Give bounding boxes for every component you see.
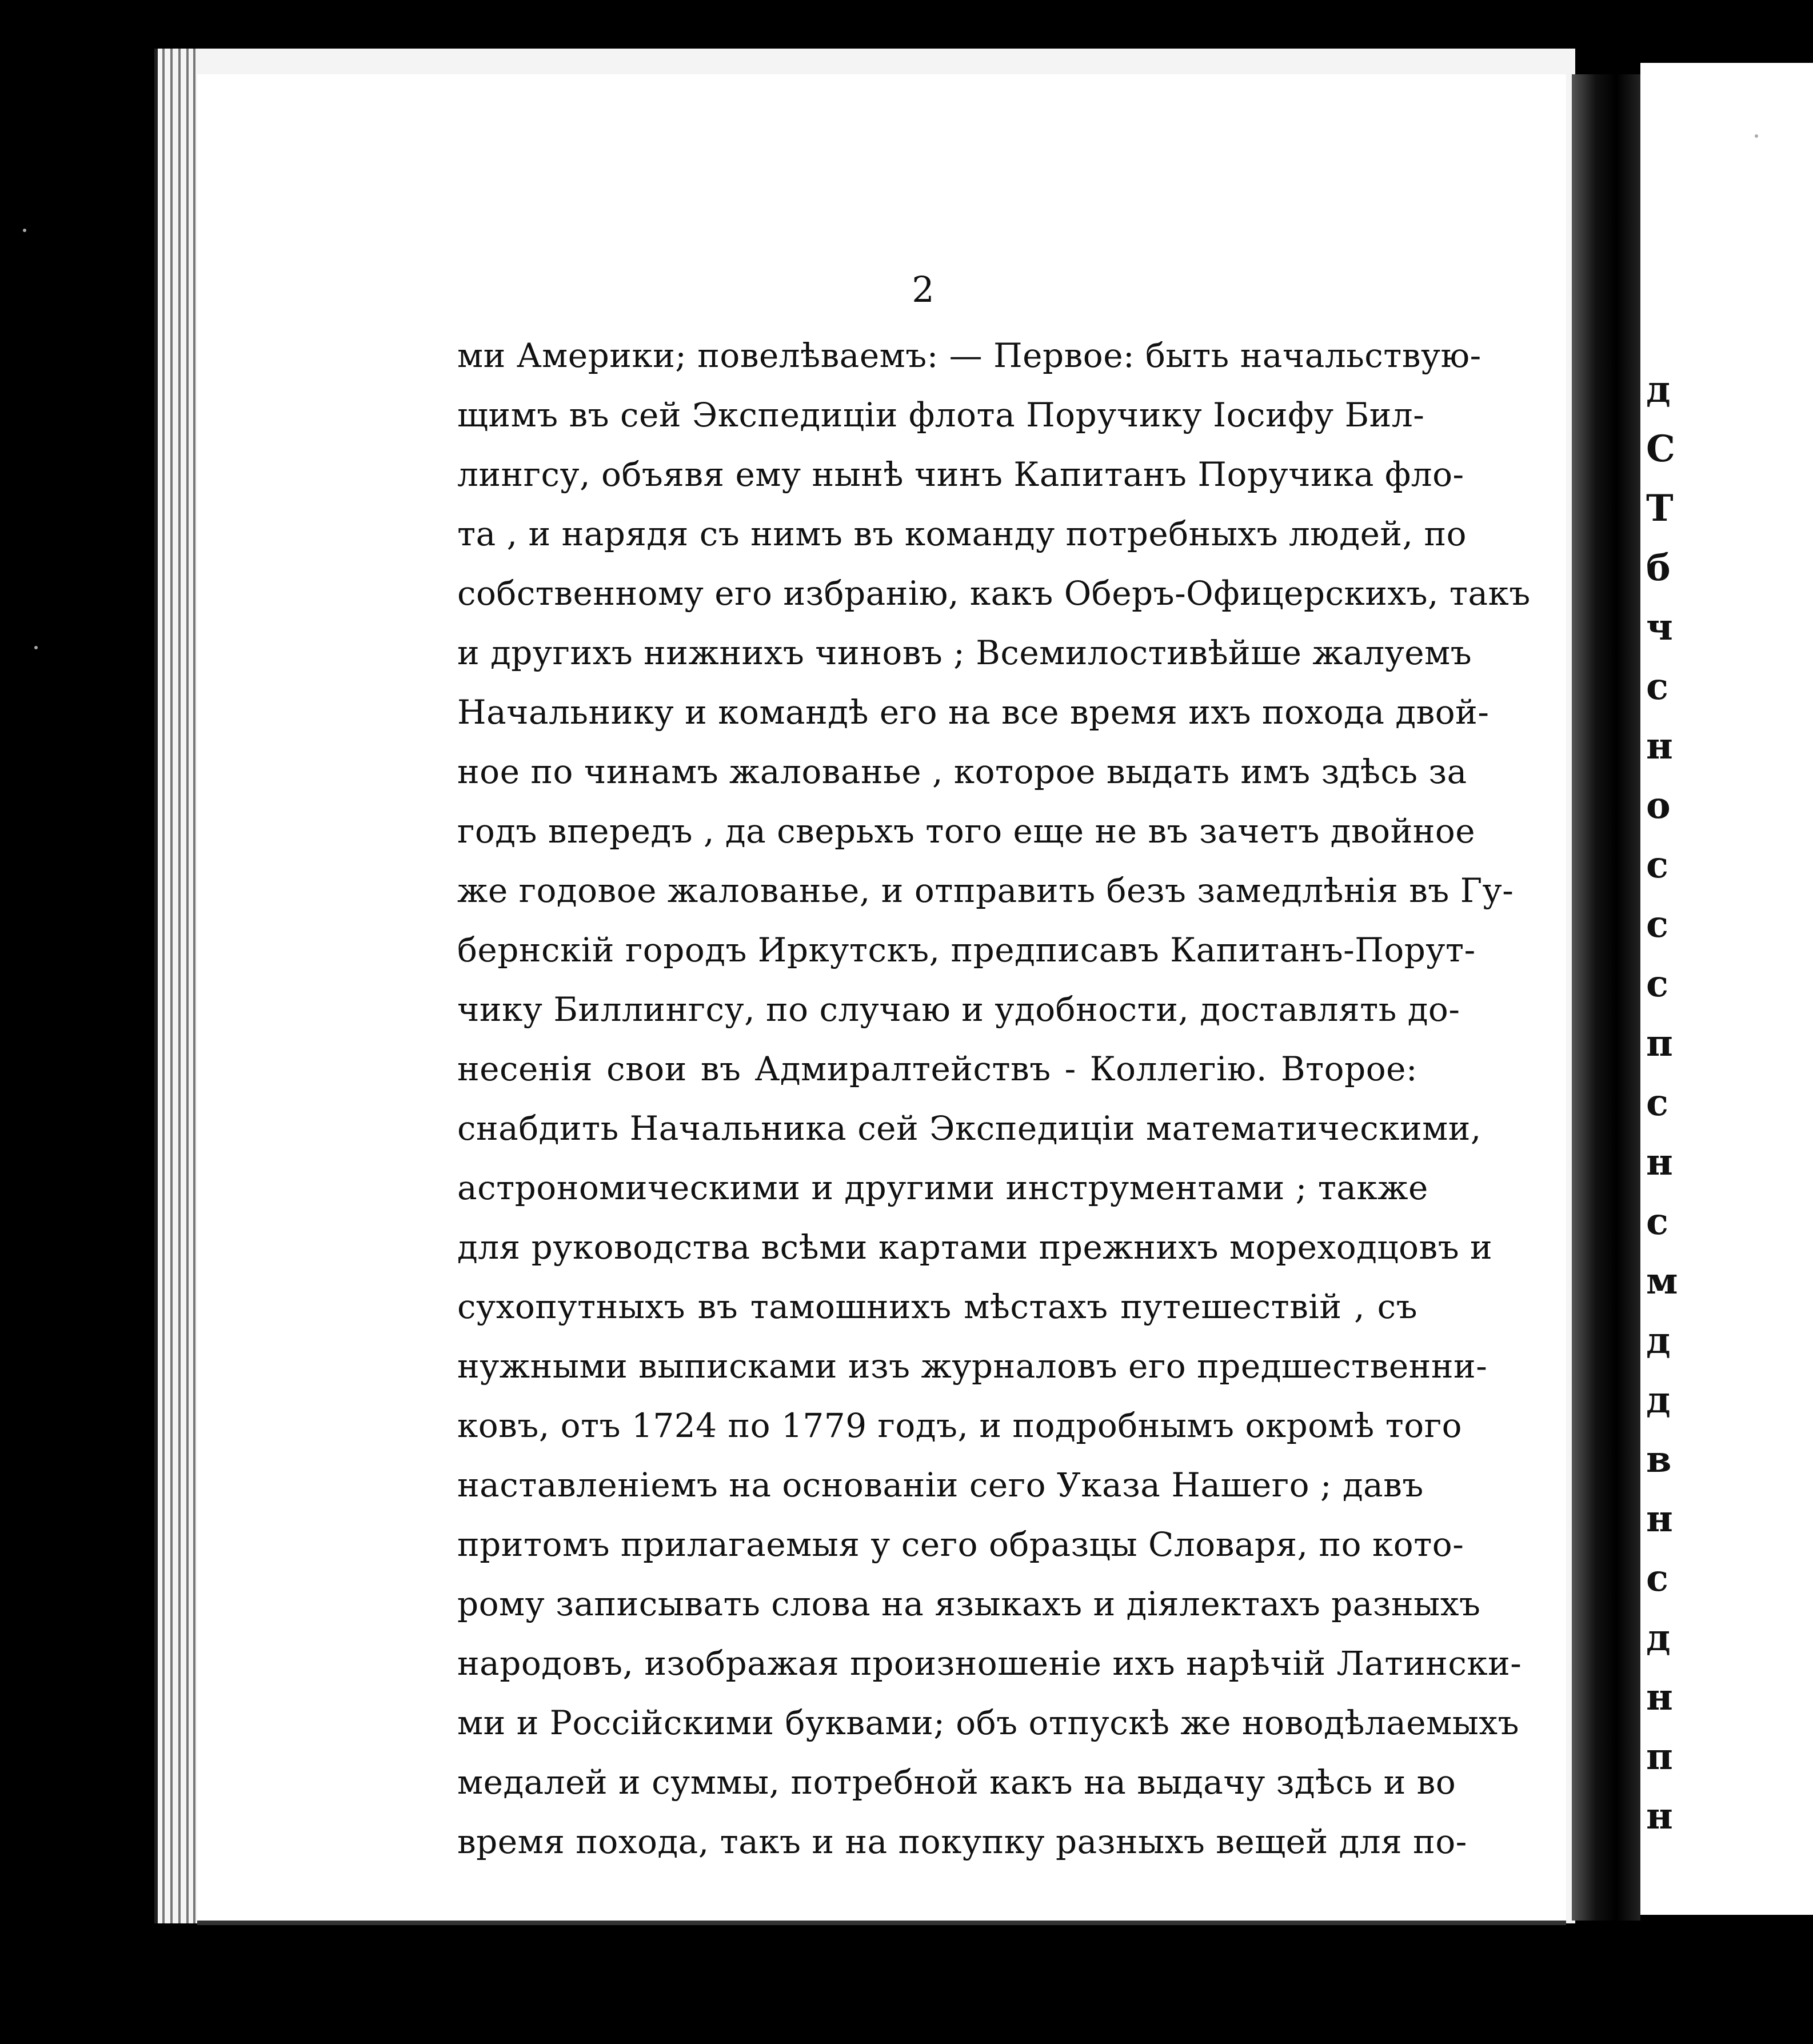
book-gutter xyxy=(1572,74,1640,1921)
facing-page-fragment: б xyxy=(1646,546,1671,589)
facing-page-fragment: с xyxy=(1646,844,1668,887)
text-line: сухопутныхъ въ тамошнихъ мѣстахъ путешествій , съ xyxy=(457,1287,1417,1326)
text-line: ми Америки; повелѣваемъ: — Первое: быть начальствую- xyxy=(457,336,1481,375)
facing-page-fragment: п xyxy=(1646,1022,1673,1065)
text-line: собственному его избранію, какъ Оберъ-Офицерскихъ, такъ xyxy=(457,574,1531,613)
facing-page-fragment: о xyxy=(1646,784,1671,827)
facing-page-fragment: д xyxy=(1646,1616,1671,1659)
page-number: 2 xyxy=(912,269,935,310)
text-line: щимъ въ сей Экспедиціи флота Поручику Іосифу Бил- xyxy=(457,396,1425,434)
text-line: Начальнику и командѣ его на все время ихъ похода двой- xyxy=(457,693,1489,732)
text-line: для руководства всѣми картами прежнихъ мореходцовъ и xyxy=(457,1228,1493,1267)
facing-page-fragment: с xyxy=(1646,963,1668,1005)
text-line: ное по чинамъ жалованье , которое выдать имъ здѣсь за xyxy=(457,752,1467,791)
facing-page-fragment: д xyxy=(1646,368,1671,411)
page-edge xyxy=(178,49,181,1923)
text-line: народовъ, изображая произношеніе ихъ нарѣчій Латински- xyxy=(457,1644,1522,1683)
facing-page-fragment: в xyxy=(1646,1438,1672,1481)
text-line: ми и Россійскими буквами; объ отпускѣ же новодѣлаемыхъ xyxy=(457,1703,1519,1742)
text-line: нужными выписками изъ журналовъ его предшественни- xyxy=(457,1347,1488,1386)
text-line: чику Биллингсу, по случаю и удобности, доставлять до- xyxy=(457,990,1460,1029)
text-line: снабдить Начальника сей Экспедиціи математическими, xyxy=(457,1109,1481,1148)
facing-page-fragment: н xyxy=(1646,1795,1673,1838)
text-line: медалей и суммы, потребной какъ на выдачу здѣсь и во xyxy=(457,1763,1456,1802)
text-line: несенія свои въ Адмиралтействъ - Коллегію. Второе: xyxy=(457,1049,1417,1088)
facing-page-fragment: с xyxy=(1646,903,1668,946)
text-line: ковъ, отъ 1724 по 1779 годъ, и подробнымъ окромѣ того xyxy=(457,1406,1463,1445)
facing-page xyxy=(1640,63,1813,1915)
page-edge xyxy=(186,49,189,1923)
page-edge xyxy=(170,49,173,1923)
scan-speck xyxy=(34,646,38,649)
facing-page-fragment: н xyxy=(1646,1498,1673,1540)
text-line: бернскій городъ Иркутскъ, предписавъ Капитанъ-Порут- xyxy=(457,931,1476,969)
text-line: астрономическими и другими инструментами ; также xyxy=(457,1168,1428,1207)
scan-speck xyxy=(23,229,26,232)
facing-page-fragment: п xyxy=(1646,1735,1673,1778)
facing-page-fragment: н xyxy=(1646,1141,1673,1184)
facing-page-fragment: н xyxy=(1646,725,1673,768)
text-line: рому записывать слова на языкахъ и діялектахъ разныхъ xyxy=(457,1584,1481,1623)
page-text xyxy=(457,326,1531,1871)
text-line: же годовое жалованье, и отправить безъ замедлѣнія въ Гу- xyxy=(457,871,1514,910)
facing-page-fragment: н xyxy=(1646,1676,1673,1719)
facing-page-fragment: с xyxy=(1646,1557,1668,1600)
page-edge xyxy=(162,49,165,1923)
facing-page-fragment: с xyxy=(1646,665,1668,708)
page-edge xyxy=(193,49,195,1923)
facing-page-fragment: д xyxy=(1646,1379,1671,1422)
text-line: наставленіемъ на основаніи сего Указа Нашего ; давъ xyxy=(457,1466,1424,1504)
facing-page-fragment: С xyxy=(1646,428,1675,470)
facing-page-fragment: д xyxy=(1646,1319,1671,1362)
facing-page-fragment: м xyxy=(1646,1260,1678,1303)
facing-page-fragment: с xyxy=(1646,1200,1668,1243)
facing-page-fragment: Т xyxy=(1646,487,1674,530)
text-line: лингсу, объявя ему нынѣ чинъ Капитанъ Поручика фло- xyxy=(457,455,1464,494)
text-line: та , и нарядя съ нимъ въ команду потребныхъ людей, по xyxy=(457,514,1467,553)
facing-page-fragment: ч xyxy=(1646,606,1673,649)
text-line: годъ впередъ , да сверьхъ того еще не въ зачетъ двойное xyxy=(457,812,1476,851)
text-line: притомъ прилагаемыя у сего образцы Словаря, по кото- xyxy=(457,1525,1464,1564)
text-line: и другихъ нижнихъ чиновъ ; Всемилостивѣйше жалуемъ xyxy=(457,633,1472,672)
scan-speck xyxy=(1755,134,1758,138)
text-line: время похода, такъ и на покупку разныхъ вещей для по- xyxy=(457,1822,1467,1861)
facing-page-fragment: с xyxy=(1646,1081,1668,1124)
